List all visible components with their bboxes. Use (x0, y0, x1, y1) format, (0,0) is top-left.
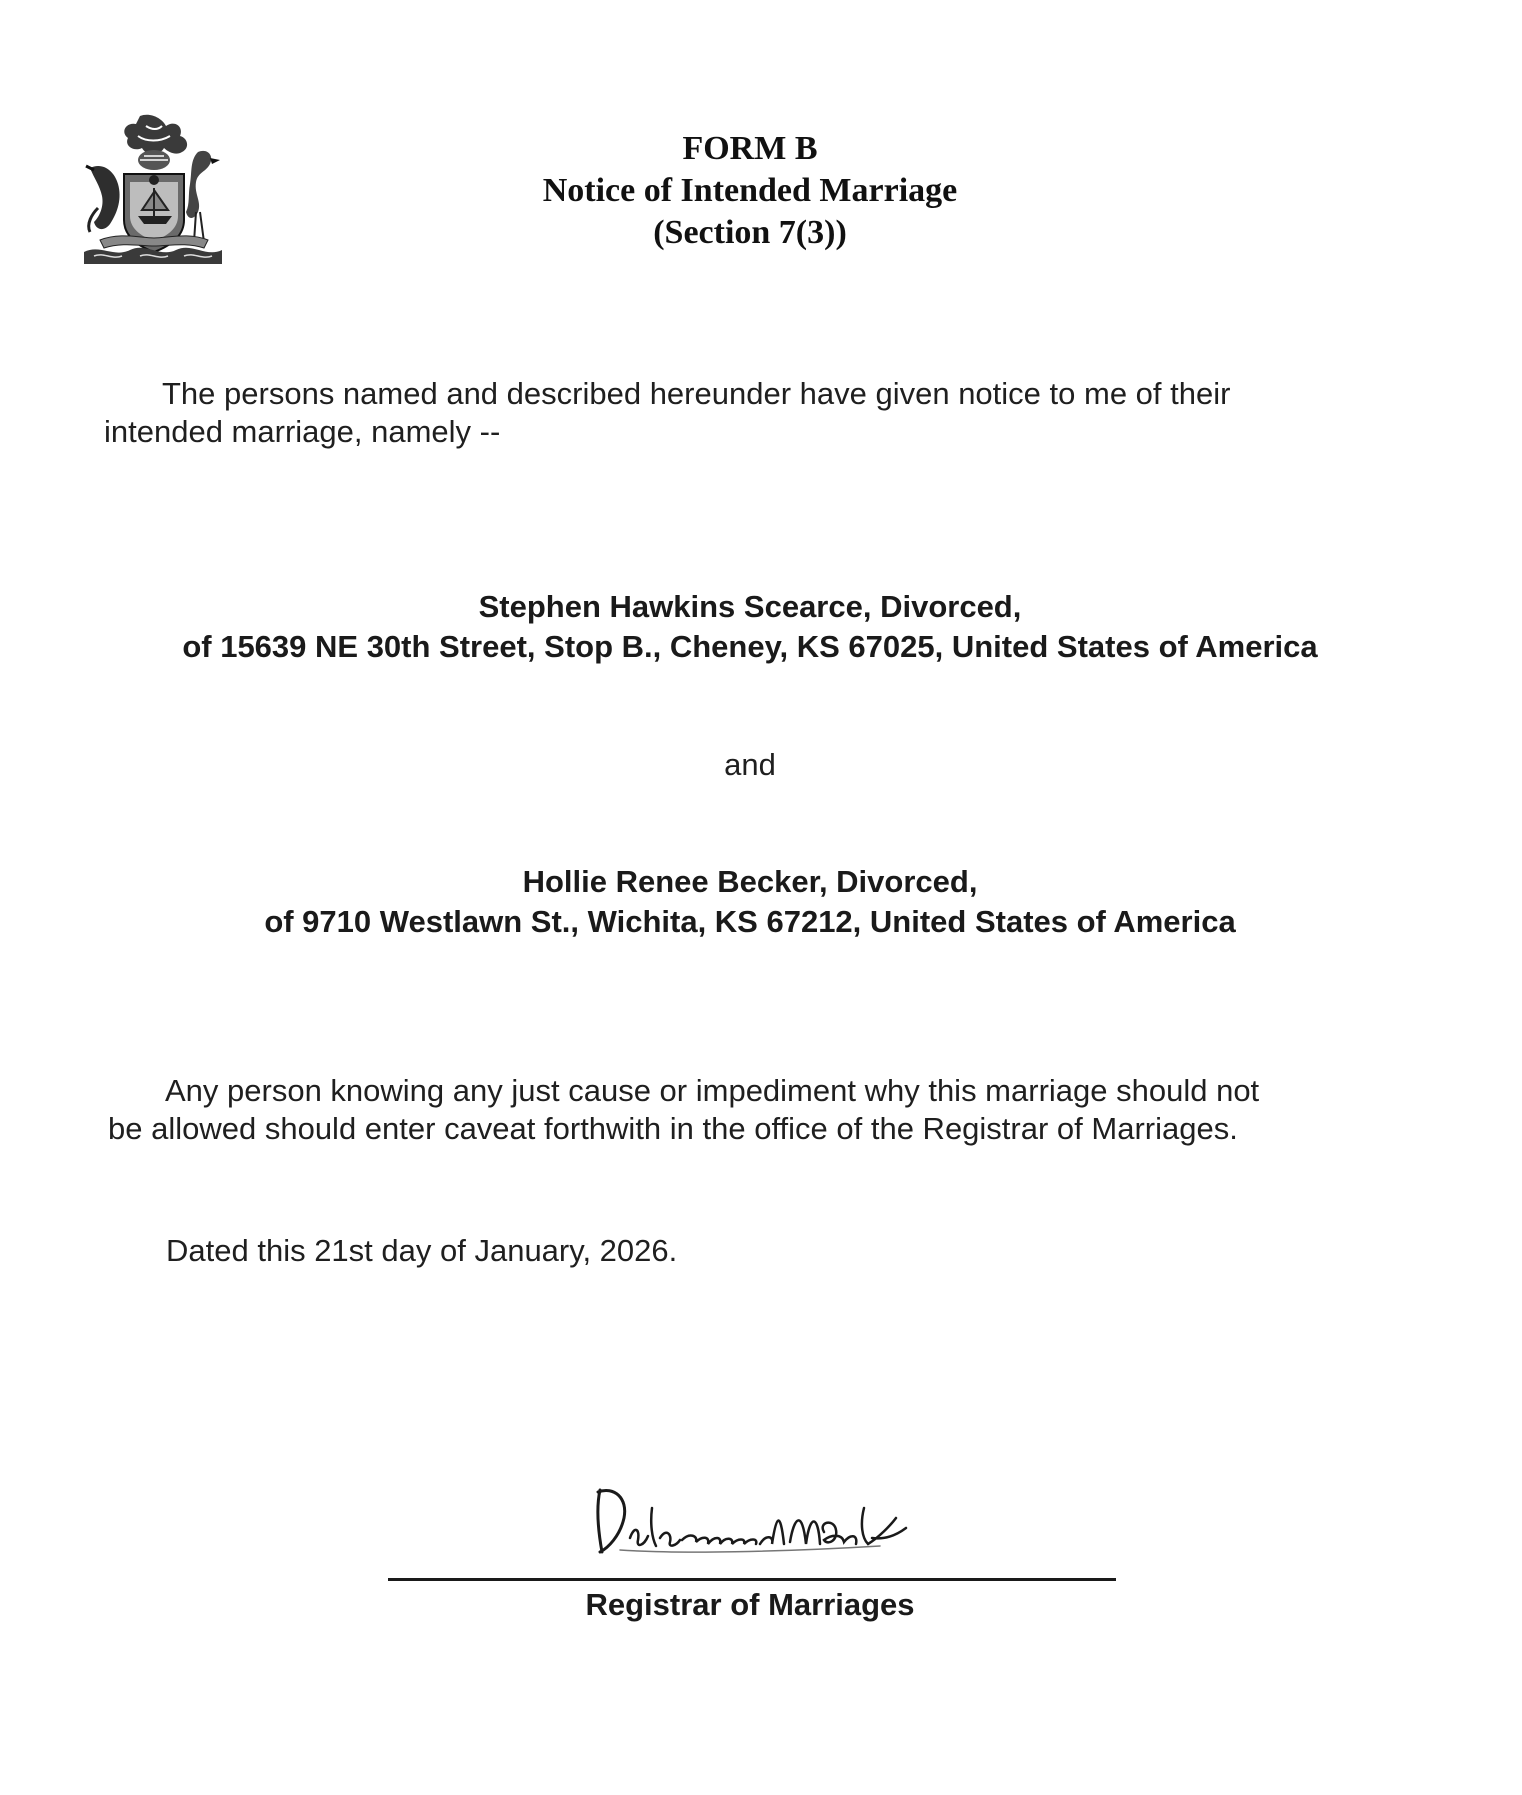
caveat-paragraph (108, 1072, 1428, 1148)
form-label: FORM B (682, 130, 818, 167)
caveat-line-2: be allowed should enter caveat forthwith in the office of the Registrar of Marriages. (108, 1111, 1238, 1146)
conjunction-text: and (724, 747, 776, 782)
form-heading (0, 128, 1500, 254)
handwritten-signature-icon (580, 1478, 940, 1568)
form-section: (Section 7(3)) (653, 214, 847, 251)
dated-line: Dated this 21st day of January, 2026. (166, 1233, 678, 1268)
party-name: Stephen Hawkins Scearce, Divorced, (478, 589, 1022, 624)
intro-paragraph (104, 375, 1404, 451)
intro-line-1: The persons named and described hereunder have given notice to me of their (162, 376, 1231, 411)
party-groom (0, 587, 1500, 667)
caveat-line-1: Any person knowing any just cause or impediment why this marriage should not (165, 1073, 1260, 1108)
intro-line-2: intended marriage, namely -- (104, 414, 501, 449)
party-address: of 15639 NE 30th Street, Stop B., Cheney, KS 67025, United States of America (182, 629, 1318, 664)
party-bride (0, 862, 1500, 942)
party-name: Hollie Renee Becker, Divorced, (522, 864, 978, 899)
form-title: Notice of Intended Marriage (542, 172, 958, 209)
party-address: of 9710 Westlawn St., Wichita, KS 67212, United States of America (264, 904, 1236, 939)
registrar-label: Registrar of Marriages (585, 1587, 915, 1622)
signature-line (388, 1578, 1116, 1581)
